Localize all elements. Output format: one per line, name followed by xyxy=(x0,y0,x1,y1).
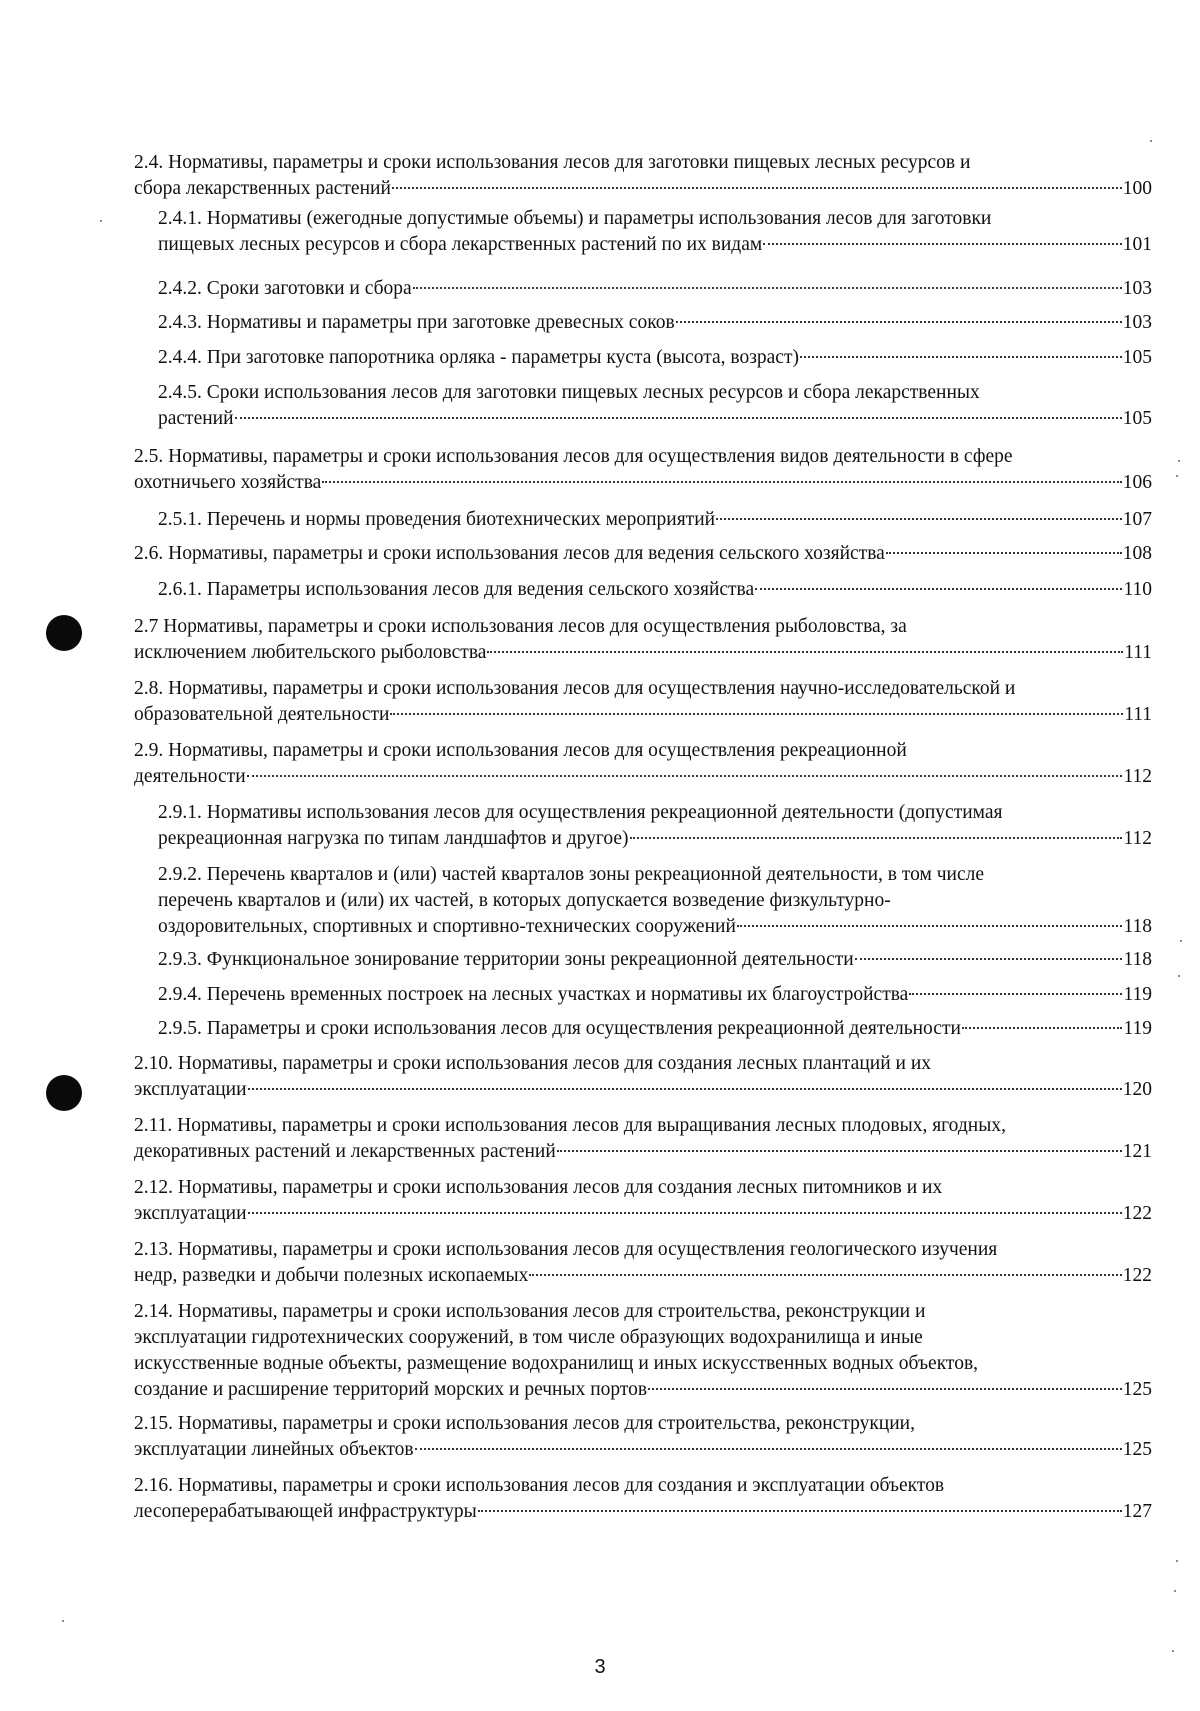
toc-entry-last-line xyxy=(134,1077,1152,1103)
toc-entry-last-line xyxy=(158,345,1152,371)
toc-entry-title-line: 2.4.4. При заготовке папоротника орляка - параметры куста (высота, возраст) xyxy=(158,347,799,368)
toc-entry-page-number: 125 xyxy=(1122,1439,1152,1460)
toc-entry-last-line xyxy=(158,914,1152,940)
toc-entry[interactable] xyxy=(158,507,1152,533)
toc-entry-title-line: декоративных растений и лекарственных растений xyxy=(134,1141,556,1162)
dot-leader xyxy=(962,1027,1123,1029)
toc-entry-page-number: 106 xyxy=(1122,472,1152,493)
dot-leader xyxy=(716,518,1122,520)
dot-leader xyxy=(390,713,1123,715)
dot-leader xyxy=(413,287,1122,289)
dot-leader xyxy=(557,1150,1122,1152)
toc-entry-page-number: 111 xyxy=(1124,704,1152,725)
toc-entry-page-number: 120 xyxy=(1122,1079,1152,1100)
toc-entry-last-line xyxy=(134,541,1152,567)
toc-entry[interactable] xyxy=(134,1473,1152,1525)
toc-entry-title-line: 2.9.1. Нормативы использования лесов для осуществления рекреационной деятельности (допустимая xyxy=(158,802,1003,823)
toc-entry[interactable] xyxy=(134,1237,1152,1289)
toc-entry-page-number: 110 xyxy=(1123,579,1152,600)
toc-entry-last-line xyxy=(158,232,1152,258)
toc-entry-title-line: 2.9.3. Функциональное зонирование территории зоны рекреационной деятельности xyxy=(158,949,854,970)
dot-leader xyxy=(322,481,1121,483)
toc-entry-title-line: эксплуатации xyxy=(134,1203,247,1224)
toc-entry-page-number: 107 xyxy=(1122,509,1152,530)
toc-entry-last-line xyxy=(134,1139,1152,1165)
toc-entry-last-line xyxy=(158,507,1152,533)
toc-entry-title-line: 2.9.5. Параметры и сроки использования лесов для осуществления рекреационной деятельности xyxy=(158,1018,961,1039)
toc-entry[interactable] xyxy=(158,947,1152,973)
toc-entry-page-number: 103 xyxy=(1122,312,1152,333)
toc-entry-title-line: 2.11. Нормативы, параметры и сроки использования лесов для выращивания лесных плодовых, ягодных, xyxy=(134,1115,1006,1136)
toc-entry-title-line: деятельности xyxy=(134,766,246,787)
toc-entry-title-line: создание и расширение территорий морских и речных портов xyxy=(134,1379,648,1400)
toc-entry-title-line: 2.10. Нормативы, параметры и сроки использования лесов для создания лесных плантаций и их xyxy=(134,1053,932,1074)
toc-entry-last-line xyxy=(134,640,1152,666)
toc-entry-last-line xyxy=(158,276,1152,302)
toc-entry-page-number: 122 xyxy=(1122,1265,1152,1286)
dot-leader xyxy=(235,417,1122,419)
toc-entry-last-line xyxy=(134,1377,1152,1403)
toc-entry-title-line: 2.13. Нормативы, параметры и сроки использования лесов для осуществления геологического изучения xyxy=(134,1239,998,1260)
toc-entry-title-line: 2.14. Нормативы, параметры и сроки использования лесов для строительства, реконструкции и xyxy=(134,1301,926,1322)
toc-entry-title-line: 2.15. Нормативы, параметры и сроки использования лесов для строительства, реконструкции, xyxy=(134,1413,915,1434)
dot-leader xyxy=(478,1510,1122,1512)
toc-entry-last-line xyxy=(134,1499,1152,1525)
toc-entry-page-number: 119 xyxy=(1123,1018,1152,1039)
toc-entry-last-line xyxy=(134,1201,1152,1227)
dot-leader xyxy=(763,243,1122,245)
toc-entry-page-number: 103 xyxy=(1122,278,1152,299)
toc-entry-page-number: 127 xyxy=(1122,1501,1152,1522)
toc-entry-title-line: недр, разведки и добычи полезных ископаемых xyxy=(134,1265,529,1286)
toc-entry-last-line xyxy=(158,1016,1152,1042)
dot-leader xyxy=(630,837,1123,839)
toc-entry-last-line xyxy=(134,470,1152,496)
toc-entry-title-line: образовательной деятельности xyxy=(134,704,390,725)
toc-entry[interactable] xyxy=(158,800,1152,852)
toc-entry[interactable] xyxy=(134,1051,1152,1103)
toc-entry[interactable] xyxy=(158,577,1152,603)
dot-leader xyxy=(737,925,1123,927)
page-number: 3 xyxy=(594,1656,606,1678)
toc-entry-title-line: пищевых лесных ресурсов и сбора лекарственных растений по их видам xyxy=(158,234,763,255)
toc-entry[interactable] xyxy=(158,380,1152,432)
dot-leader xyxy=(855,958,1123,960)
toc-entry-last-line xyxy=(134,702,1152,728)
toc-entry-title-line: 2.4.5. Сроки использования лесов для заготовки пищевых лесных ресурсов и сбора лекарственных xyxy=(158,382,980,403)
toc-entry-title-line: 2.9. Нормативы, параметры и сроки использования лесов для осуществления рекреационной xyxy=(134,740,907,761)
toc-entry-page-number: 118 xyxy=(1123,949,1152,970)
toc-entry[interactable] xyxy=(134,738,1152,790)
toc-entry-title-line: 2.9.4. Перечень временных построек на лесных участках и нормативы их благоустройства xyxy=(158,984,909,1005)
toc-entry[interactable] xyxy=(134,676,1152,728)
toc-entry-title-line: эксплуатации линейных объектов xyxy=(134,1439,414,1460)
toc-entry[interactable] xyxy=(134,614,1152,666)
dot-leader xyxy=(392,187,1122,189)
toc-entry[interactable] xyxy=(158,345,1152,371)
toc-entry[interactable] xyxy=(134,150,1152,202)
toc-entry-title-line: оздоровительных, спортивных и спортивно-технических сооружений xyxy=(158,916,736,937)
toc-entry-title-line: 2.7 Нормативы, параметры и сроки использования лесов для осуществления рыболовства, за xyxy=(134,616,907,637)
toc-entry-title-line: охотничьего хозяйства xyxy=(134,472,322,493)
toc-entry[interactable] xyxy=(134,541,1152,567)
toc-entry-title-line: 2.6. Нормативы, параметры и сроки использования лесов для ведения сельского хозяйства xyxy=(134,543,885,564)
toc-entry-title-line: 2.16. Нормативы, параметры и сроки использования лесов для создания и эксплуатации объектов xyxy=(134,1475,945,1496)
toc-entry-page-number: 111 xyxy=(1124,642,1152,663)
toc-entry-title-line: 2.4.2. Сроки заготовки и сбора xyxy=(158,278,412,299)
toc-entry-page-number: 121 xyxy=(1122,1141,1152,1162)
toc-entry[interactable] xyxy=(158,310,1152,336)
toc-entry-title-line: сбора лекарственных растений xyxy=(134,178,391,199)
toc-entry[interactable] xyxy=(158,276,1152,302)
toc-entry-last-line xyxy=(134,176,1152,202)
toc-entry-page-number: 112 xyxy=(1123,766,1152,787)
dot-leader xyxy=(248,1212,1122,1214)
toc-entry[interactable] xyxy=(158,982,1152,1008)
dot-leader xyxy=(800,356,1122,358)
toc-entry-last-line xyxy=(134,1263,1152,1289)
toc-entry-page-number: 122 xyxy=(1122,1203,1152,1224)
dot-leader xyxy=(248,1088,1122,1090)
toc-entry-page-number: 119 xyxy=(1123,984,1152,1005)
toc-entry-title-line: эксплуатации xyxy=(134,1079,247,1100)
toc-entry-last-line xyxy=(158,826,1152,852)
toc-entry-title-line: 2.5.1. Перечень и нормы проведения биотехнических мероприятий xyxy=(158,509,716,530)
toc-entry[interactable] xyxy=(158,206,1152,258)
toc-entry-page-number: 101 xyxy=(1122,234,1152,255)
dot-leader xyxy=(247,775,1123,777)
toc-entry-title-line: 2.4.1. Нормативы (ежегодные допустимые объемы) и параметры использования лесов для заготовки xyxy=(158,208,992,229)
toc-entry-title-line: рекреационная нагрузка по типам ландшафтов и другое) xyxy=(158,828,629,849)
toc-entry-title-line: 2.5. Нормативы, параметры и сроки использования лесов для осуществления видов деятельности в сфере xyxy=(134,446,1013,467)
toc-entry-title-line: 2.4.3. Нормативы и параметры при заготовке древесных соков xyxy=(158,312,675,333)
toc-entry[interactable] xyxy=(158,862,1152,940)
dot-leader xyxy=(909,993,1122,995)
toc-entry-page-number: 108 xyxy=(1122,543,1152,564)
toc-entry-title-line: лесоперерабатывающей инфраструктуры xyxy=(134,1501,477,1522)
toc-entry-title-line: 2.9.2. Перечень кварталов и (или) частей кварталов зоны рекреационной деятельности, в том числе xyxy=(158,864,984,885)
toc-entry-title-line: растений xyxy=(158,408,234,429)
toc-entry[interactable] xyxy=(134,1175,1152,1227)
toc-entry-last-line xyxy=(158,406,1152,432)
toc-entry[interactable] xyxy=(134,444,1152,496)
toc-entry-title-line: 2.6.1. Параметры использования лесов для ведения сельского хозяйства xyxy=(158,579,755,600)
toc-entry-page-number: 125 xyxy=(1122,1379,1152,1400)
toc-entry-title-line: перечень кварталов и (или) их частей, в которых допускается возведение физкультурно- xyxy=(158,890,891,911)
toc-entry[interactable] xyxy=(158,1016,1152,1042)
toc-entry-page-number: 118 xyxy=(1123,916,1152,937)
dot-leader xyxy=(648,1388,1122,1390)
toc-entry-last-line xyxy=(134,764,1152,790)
toc-entry[interactable] xyxy=(134,1299,1152,1403)
toc-entry-last-line xyxy=(158,577,1152,603)
toc-entry-page-number: 112 xyxy=(1123,828,1152,849)
toc-entry-page-number: 105 xyxy=(1122,347,1152,368)
toc-entry-page-number: 100 xyxy=(1122,178,1152,199)
toc-entry[interactable] xyxy=(134,1113,1152,1165)
toc-entry-title-line: эксплуатации гидротехнических сооружений, в том числе образующих водохранилища и иные xyxy=(134,1327,923,1348)
toc-entry[interactable] xyxy=(134,1411,1152,1463)
toc-entry-title-line: искусственные водные объекты, размещение водохранилищ и иных искусственных водных объектов, xyxy=(134,1353,979,1374)
toc-entry-last-line xyxy=(134,1437,1152,1463)
toc-entry-title-line: исключением любительского рыболовства xyxy=(134,642,487,663)
dot-leader xyxy=(487,651,1123,653)
toc-entry-last-line xyxy=(158,310,1152,336)
dot-leader xyxy=(886,552,1122,554)
toc-entry-last-line xyxy=(158,982,1152,1008)
dot-leader xyxy=(676,321,1122,323)
dot-leader xyxy=(755,588,1122,590)
toc-entry-page-number: 105 xyxy=(1122,408,1152,429)
toc-entry-title-line: 2.4. Нормативы, параметры и сроки использования лесов для заготовки пищевых лесных ресурсов и xyxy=(134,152,971,173)
toc-entry-last-line xyxy=(158,947,1152,973)
toc-entry-title-line: 2.8. Нормативы, параметры и сроки использования лесов для осуществления научно-исследовательской и xyxy=(134,678,1016,699)
toc-entry-title-line: 2.12. Нормативы, параметры и сроки использования лесов для создания лесных питомников и их xyxy=(134,1177,943,1198)
dot-leader xyxy=(529,1274,1121,1276)
dot-leader xyxy=(415,1448,1122,1450)
